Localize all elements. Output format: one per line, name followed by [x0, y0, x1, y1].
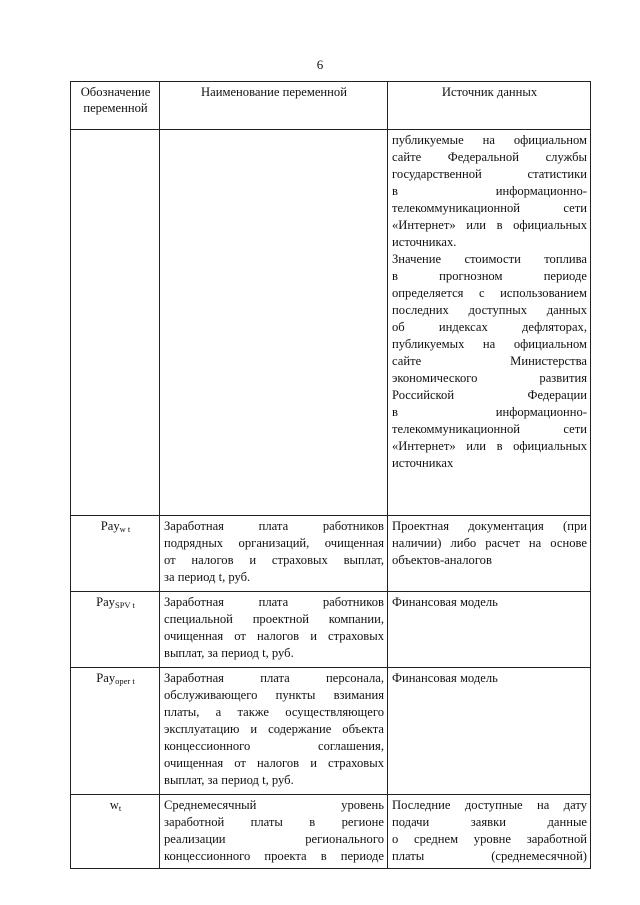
source-line: телекоммуникационной сети — [392, 201, 587, 215]
header-variable-symbol: Обозначение переменной — [71, 82, 160, 130]
source-line: сайте Федеральной службы — [392, 150, 587, 164]
source-cell — [388, 592, 591, 668]
symbol-base: w — [109, 798, 119, 812]
symbol-cell — [71, 516, 160, 592]
name-cell — [160, 130, 388, 516]
name-line: концессионного проекта в периоде — [164, 849, 384, 863]
source-line: о среднем уровне заработной — [392, 832, 587, 846]
source-line: сайте Министерства — [392, 354, 587, 368]
symbol-subscript: w t — [119, 524, 131, 534]
name-line: реализации регионального — [164, 832, 384, 846]
source-line: публикуемых на официальном — [392, 337, 587, 351]
symbol-subscript: oper t — [115, 676, 135, 686]
source-line: наличии) либо расчет на основе — [392, 536, 587, 550]
symbol-cell — [71, 668, 160, 795]
source-line: в информационно- — [392, 405, 587, 419]
symbol-cell — [71, 592, 160, 668]
name-line: обслуживающего пункты взимания — [164, 688, 384, 702]
source-cell — [388, 516, 591, 592]
symbol-base: Pay — [100, 519, 120, 533]
table-row — [71, 516, 591, 592]
table-row — [71, 592, 591, 668]
name-line: заработной платы в регионе — [164, 815, 384, 829]
source-line: Значение стоимости топлива — [392, 252, 587, 266]
source-line: определяется с использованием — [392, 286, 587, 300]
name-cell — [160, 592, 388, 668]
variables-table — [70, 81, 591, 869]
source-line: в прогнозном периоде — [392, 269, 587, 283]
name-line: от налогов и страховых выплат, — [164, 553, 384, 567]
source-line: Финансовая модель — [392, 671, 498, 685]
name-line: Заработная плата персонала, — [164, 671, 384, 685]
name-cell — [160, 668, 388, 795]
source-cell — [388, 130, 591, 516]
header-variable-name: Наименование переменной — [160, 82, 388, 130]
source-line: объектов-аналогов — [392, 553, 492, 567]
source-line: в информационно- — [392, 184, 587, 198]
source-line: подачи заявки данные — [392, 815, 587, 829]
symbol-subscript: t — [118, 803, 122, 813]
name-line: за период t, руб. — [164, 570, 251, 584]
name-line: Среднемесячный уровень — [164, 798, 384, 812]
name-line: эксплуатацию и содержание объекта — [164, 722, 384, 736]
name-line: подрядных организаций, очищенная — [164, 536, 384, 550]
symbol-base: Pay — [96, 595, 115, 609]
source-line: платы (среднемесячной) — [392, 849, 587, 863]
source-line: Российской Федерации — [392, 388, 587, 402]
name-line: концессионного соглашения, — [164, 739, 384, 753]
source-line: последних доступных данных — [392, 303, 587, 317]
name-line: Заработная плата работников — [164, 595, 384, 609]
name-line: выплат, за период t, руб. — [164, 773, 294, 787]
name-line: очищенная от налогов и страховых — [164, 756, 384, 770]
page-number: 6 — [316, 57, 324, 72]
source-line: источниках. — [392, 235, 457, 249]
table-row — [71, 668, 591, 795]
name-line: платы, а также осуществляющего — [164, 705, 384, 719]
symbol-subscript: SPV t — [114, 600, 135, 610]
symbol-base: Pay — [96, 671, 116, 685]
name-line: выплат, за период t, руб. — [164, 646, 294, 660]
source-line: государственной статистики — [392, 167, 587, 181]
source-cell — [388, 795, 591, 869]
table-header-row — [71, 82, 591, 130]
source-line: источниках — [392, 456, 454, 470]
source-line: Финансовая модель — [392, 595, 498, 609]
source-line: публикуемые на официальном — [392, 133, 587, 147]
symbol-cell — [71, 130, 160, 516]
source-line: Проектная документация (при — [392, 519, 587, 533]
name-line: Заработная плата работников — [164, 519, 384, 533]
source-cell — [388, 668, 591, 795]
table-row — [71, 130, 591, 516]
source-line: «Интернет» или в официальных — [392, 439, 587, 453]
source-line: экономического развития — [392, 371, 587, 385]
symbol-cell — [71, 795, 160, 869]
source-line: об индексах дефляторах, — [392, 320, 587, 334]
name-cell — [160, 516, 388, 592]
name-line: очищенная от налогов и страховых — [164, 629, 384, 643]
table-row — [71, 795, 591, 869]
source-line: Последние доступные на дату — [392, 798, 587, 812]
name-cell — [160, 795, 388, 869]
source-line: «Интернет» или в официальных — [392, 218, 587, 232]
name-line: специальной проектной компании, — [164, 612, 384, 626]
source-line: телекоммуникационной сети — [392, 422, 587, 436]
header-data-source: Источник данных — [388, 82, 591, 130]
